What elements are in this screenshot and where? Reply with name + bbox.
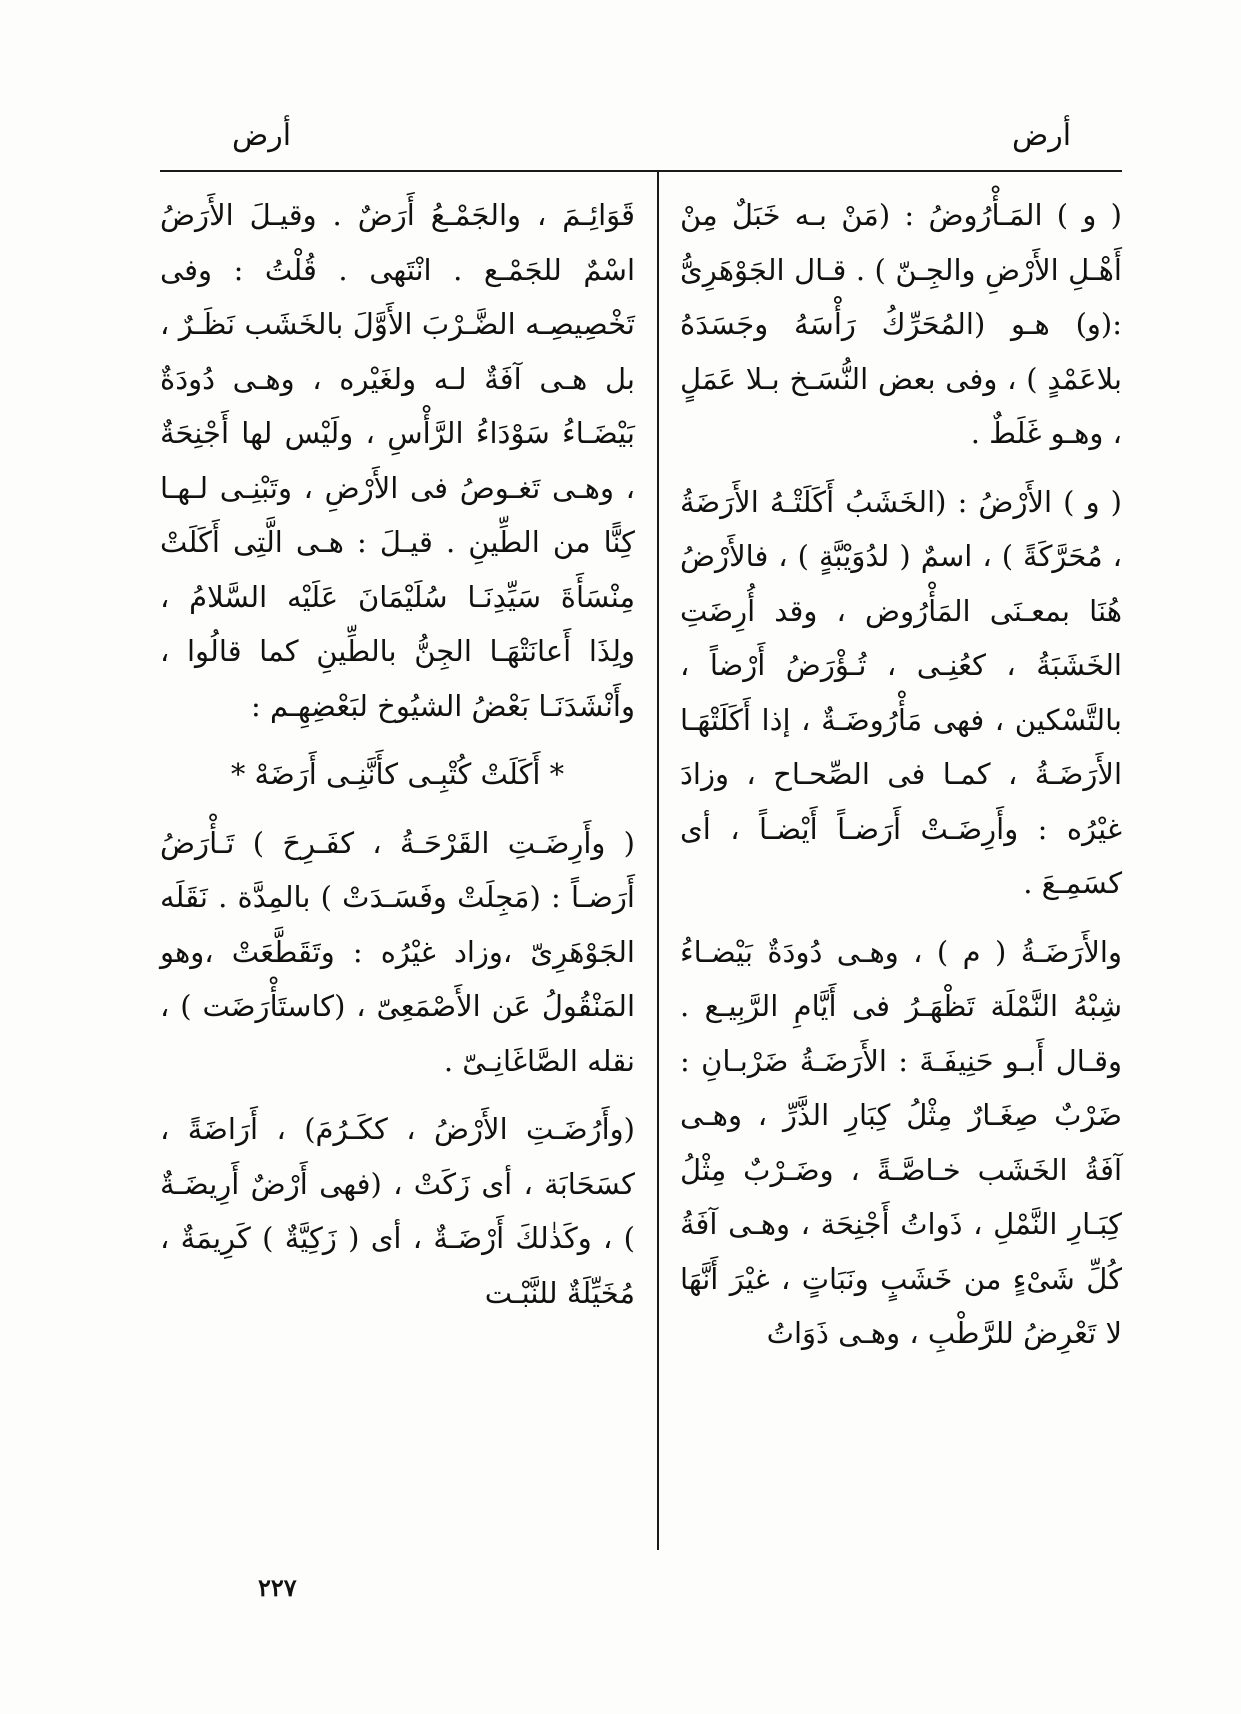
right-column-paragraph-3: والأَرَضَـةُ ( م ) ، وهـى دُودَةٌ بَيْضـاءُ شِبْهُ النَّمْلَة تَظْهَـرُ فى أَيَّامِ الرَّبِيـع . وقـال أَبـو حَنِيفَـةَ : الأَرَضَـةُ ضَرْبـانِ : ضَرْبٌ صِغَـارٌ مِثْلُ كِبَارِ الذَّرِّ ، وهـى آفَةُ الخَشَب خـاصَّـةً ، وضَـرْبٌ مِثْلُ كِبَـارِ النَّمْلِ ، ذَواتُ أَجْنِحَة ، وهـى آفَةُ كُلِّ شَىْءٍ من خَشَبٍ ونَبَاتٍ ، غيْرَ أَنَّهَا لا تَعْرِضُ للرَّطْبِ ، وهـى ذَوَاتُ: [680, 934, 1122, 1350]
header-keyword-right: أرض: [1012, 118, 1072, 153]
header-rule: [160, 170, 1122, 172]
column-divider: [657, 172, 659, 1550]
left-column: [160, 188, 635, 1320]
poetry-verse: * أَكَلَتْ كُتْبِـى كأَنَّنِـى أَرَضَهْ *: [230, 757, 565, 791]
header-keyword-left: أرض: [232, 118, 292, 153]
page-number: ٢٢٧: [258, 1573, 297, 1602]
left-column-paragraph-1: قَوَائِـمَ ، والجَمْـعُ أَرَضٌ . وقيـلَ الأَرَضُ اسْمٌ للجَمْـع . انْتَهى . قُلْتُ : وفى تَخْصِيصِـه الضَّـرْبَ الأَوَّلَ بالخَشَب نَظَـرٌ ، بل هـى آفَةٌ لـه ولغَيْره ، وهـى دُودَةٌ بَيْضَـاءُ سَوْدَاءُ الرَّأْسِ ، ولَيْس لها أَجْنِحَةٌ ، وهـى تَغـوصُ فى الأَرْضِ ، وتَبْنِـى لـهـا كِنًّا من الطِّينِ . قيـلَ : هـى الَّتِى أَكَلَتْ مِنْسَأَةَ سَيِّدِنَـا سُلَيْمَانَ عَلَيْه السَّلامُ ، ولِذَا أَعانَتْهَـا الجِنُّ بالطِّينِ كما قالُوا ، وأَنْشَدَنَـا بَعْضُ الشيُوخ لبَعْضِهِـم :: [160, 198, 635, 723]
left-column-paragraph-3: (وأَرُضَـتِ الأَرْضُ ، ككَـرُمَ) ، أَرَاضَةً ، كسَحَابَة ، أى زَكَتْ ، (فهى أَرْضٌ أَرِيضَـةٌ ) ، وكَذٰلكَ أَرْضَـةٌ ، أى ( زَكِيَّةٌ ) كَرِيمَةٌ ، مُخَيِّلَةٌ للنَّبْـت: [160, 1112, 635, 1310]
right-column-paragraph-1: ( و ) المَـأْرُوضُ : (مَنْ بـه خَبَلٌ مِنْ أَهْـلِ الأَرْضِ والجِـنّ ) . قـال الجَوْهَرِىُّ :(و) هـو (المُحَرِّكُ رَأْسَهُ وجَسَدَهُ بلاعَمْدٍ ) ، وفى بعض النُّسَـخ بـلا عَمَلٍ ، وهـو غَلَطٌ .: [680, 198, 1122, 450]
right-column-paragraph-2: ( و ) الأَرْضُ : (الخَشَبُ أَكَلَتْـهُ الأَرَضَةُ ، مُحَرَّكَةً ) ، اسمٌ ( لدُوَيْبَّةٍ ) ، فالأَرْضُ هُنَا بمعـنَى المَأْرُوض ، وقد أُرِضَتِ الخَشَبَةُ ، كعُنِـى ، تُـؤْرَضُ أَرْضاً ، بالتَّسْكين ، فهى مَأْرُوضَـةٌ ، إذا أَكَلَتْهَـا الأَرَضَـةُ ، كمـا فى الصِّحـاح ، وزادَ غيْرُه : وأَرِضَـتْ أَرَضـاً أَيْضـاً ، أى كسَمِـعَ .: [680, 484, 1122, 900]
left-column-paragraph-2: ( وأَرِضَـتِ القَرْحَـةُ ، كفَـرِحَ ) تَـأْرَضُ أَرَضـاً : (مَجِلَتْ وفَسَـدَتْ ) بالمِدَّة . نَقَلَه الجَوْهَرِىّ ،وزاد غيْرُه : وتَقَطَّعَتْ ،وهو المَنْقُولُ عَن الأَصْمَعِىّ ، (كاستَأْرَضَت ) ، نقله الصَّاغَانِـىّ .: [160, 825, 635, 1078]
right-column: [680, 188, 1122, 1361]
